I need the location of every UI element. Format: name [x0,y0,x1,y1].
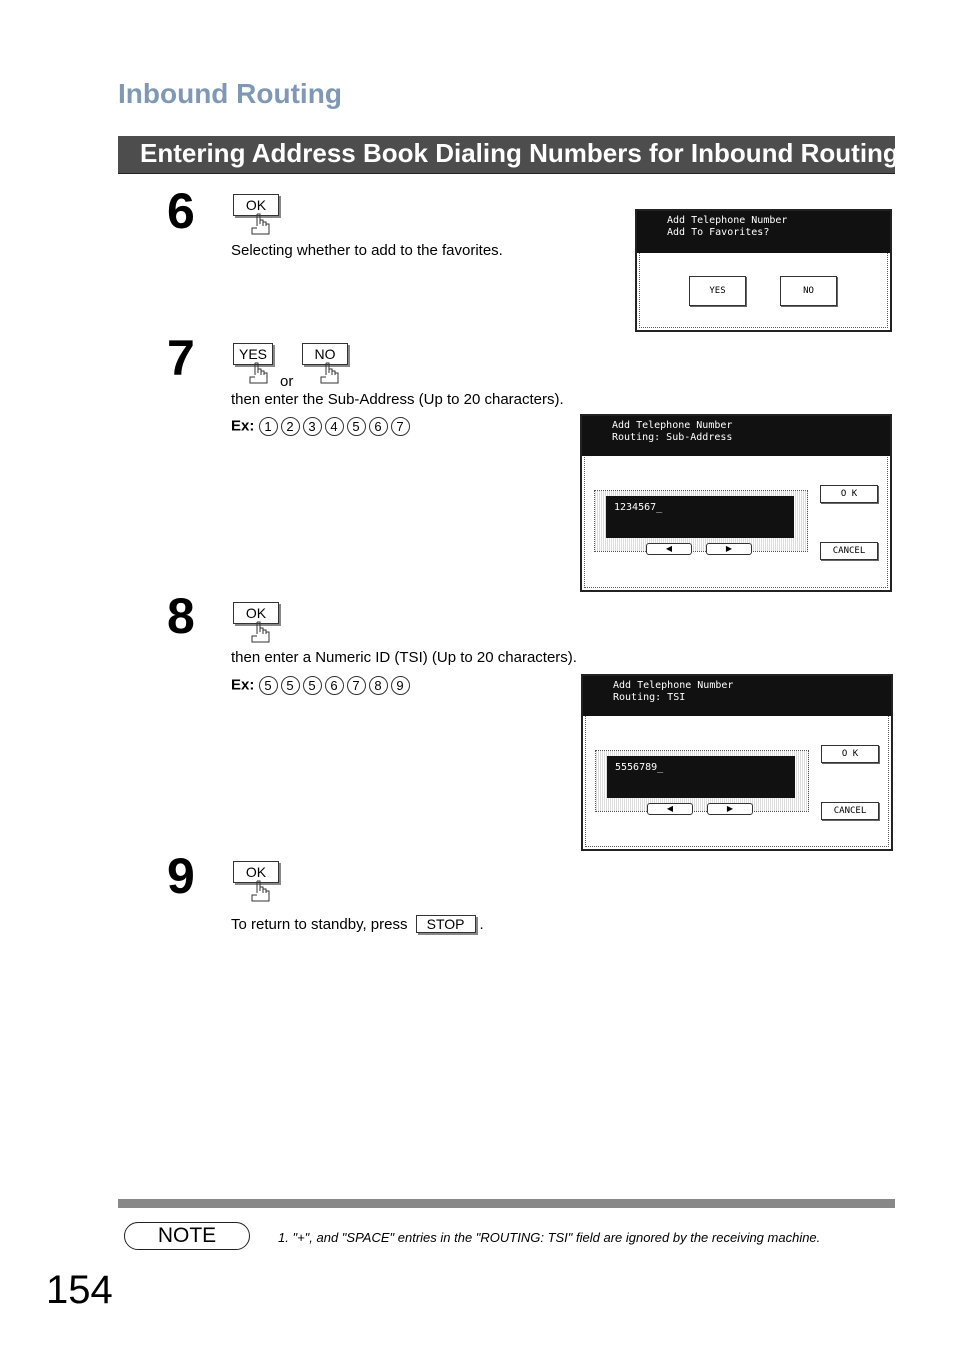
digit-key-icon: 3 [303,417,322,436]
yes-key-icon: YES [233,343,273,365]
right-arrow-button[interactable] [706,543,752,555]
pressing-hand-icon [248,879,274,905]
lcd-add-to-favorites [635,209,892,332]
note-badge: NOTE [124,1222,250,1250]
digit-key-icon: 4 [325,417,344,436]
step-9-text [231,915,484,933]
lcd-no-button[interactable]: NO [780,276,837,306]
digit-key-icon: 8 [369,676,388,695]
lcd-ok-button[interactable]: O K [821,745,879,763]
left-arrow-button[interactable] [646,543,692,555]
ok-key-icon: OK [233,194,279,216]
step-7-text: then enter the Sub-Address (Up to 20 characters). [231,391,564,408]
lcd-ok-button[interactable]: O K [820,485,878,503]
no-key-icon: NO [302,343,348,365]
digit-key-icon: 2 [281,417,300,436]
digit-key-icon: 7 [347,676,366,695]
step-7-example [231,417,413,436]
digit-key-icon: 1 [259,417,278,436]
digit-key-icon: 6 [369,417,388,436]
lcd-sub-address [580,414,892,592]
lcd-line-1: Add Telephone Number [667,215,788,226]
footer-rule [118,1199,895,1208]
digit-key-icon: 6 [325,676,344,695]
step-8-text: then enter a Numeric ID (TSI) (Up to 20 characters). [231,649,577,666]
step-6-text: Selecting whether to add to the favorites. [231,242,503,259]
left-arrow-icon: ◀ [665,544,673,553]
lcd-cancel-button[interactable]: CANCEL [821,802,879,820]
example-label: Ex: [231,676,255,694]
pressing-hand-icon [248,620,274,646]
digit-key-icon: 7 [391,417,410,436]
right-arrow-icon: ▶ [725,544,733,553]
lcd-tsi [581,674,893,851]
pressing-hand-icon [248,212,274,238]
lcd-line-1: Add Telephone Number [613,680,734,691]
right-arrow-icon: ▶ [726,804,734,813]
lcd-line-1: Add Telephone Number [612,420,733,431]
step-6-number: 6 [167,183,195,239]
step-9-text-after: . [479,916,484,933]
digit-key-icon: 5 [303,676,322,695]
sub-address-input[interactable]: 1234567_ [606,496,794,538]
step-7-number: 7 [167,330,195,386]
stop-key-icon: STOP [416,915,476,933]
lcd-line-2: Add To Favorites? [667,227,770,238]
step-9-number: 9 [167,848,195,904]
left-arrow-button[interactable] [647,803,693,815]
lcd-cancel-button[interactable]: CANCEL [820,542,878,560]
example-label: Ex: [231,417,255,435]
ok-key-icon: OK [233,861,279,883]
pressing-hand-icon [246,361,272,387]
lcd-header [582,416,890,456]
ok-key-icon: OK [233,602,279,624]
banner [118,136,899,174]
digit-key-icon: 5 [281,676,300,695]
lcd-header [637,211,890,253]
step-8-example [231,676,413,695]
note-text: 1. "+", and "SPACE" entries in the "ROUTING: TSI" field are ignored by the receiving machine. [278,1230,821,1245]
left-arrow-icon: ◀ [666,804,674,813]
or-text: or [280,373,294,390]
section-title: Inbound Routing [118,78,342,109]
lcd-yes-button[interactable]: YES [689,276,746,306]
digit-key-icon: 9 [391,676,410,695]
digit-key-icon: 5 [347,417,366,436]
lcd-header [583,676,891,716]
step-8-number: 8 [167,588,195,644]
right-arrow-button[interactable] [707,803,753,815]
pressing-hand-icon [317,361,343,387]
lcd-line-2: Routing: TSI [613,692,686,703]
step-9-text-before: To return to standby, press [231,916,408,933]
lcd-line-2: Routing: Sub-Address [612,432,733,443]
digit-key-icon: 5 [259,676,278,695]
page-number: 154 [46,1268,113,1312]
tsi-input[interactable]: 5556789_ [607,756,795,798]
banner-title: Entering Address Book Dialing Numbers for Inbound Routing [140,138,899,168]
